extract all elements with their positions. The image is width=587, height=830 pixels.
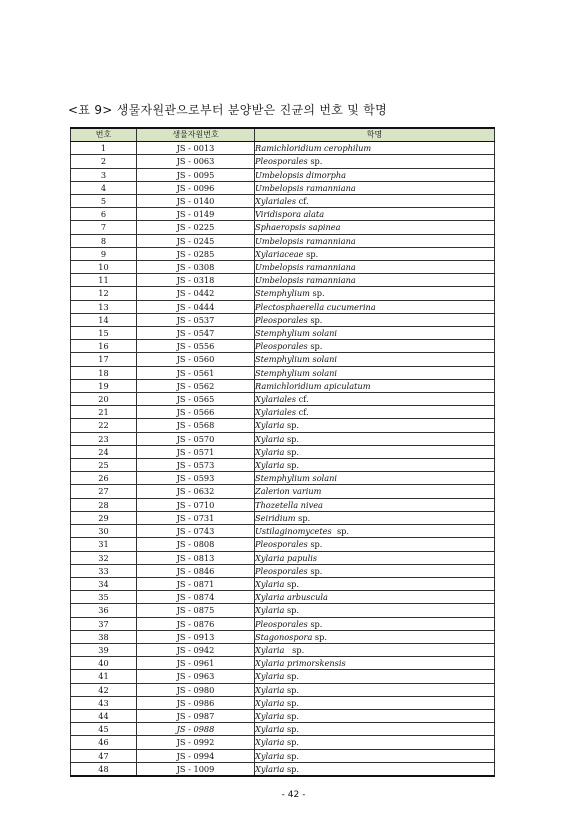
scientific-name-italic: Pleosporales xyxy=(255,341,308,352)
table-row xyxy=(71,195,495,208)
row-number: 44 xyxy=(71,709,137,722)
scientific-name-italic: Pleosporales xyxy=(255,156,308,167)
table-row xyxy=(71,181,495,194)
table-row xyxy=(71,234,495,247)
table-row xyxy=(71,696,495,709)
resource-code: JS - 0565 xyxy=(137,393,255,406)
scientific-name-italic: Xylaria xyxy=(255,605,285,616)
table-row xyxy=(71,749,495,762)
row-number: 15 xyxy=(71,327,137,340)
table-row xyxy=(71,670,495,683)
table-row xyxy=(71,261,495,274)
table-row xyxy=(71,406,495,419)
scientific-name-suffix: sp. xyxy=(307,618,323,629)
resource-code: JS - 0808 xyxy=(137,538,255,551)
scientific-name xyxy=(255,604,495,617)
row-number: 10 xyxy=(71,261,137,274)
scientific-name-italic: Xylaria xyxy=(255,710,285,721)
row-number: 1 xyxy=(71,142,137,155)
row-number: 33 xyxy=(71,564,137,577)
scientific-name xyxy=(255,168,495,181)
resource-code: JS - 0095 xyxy=(137,168,255,181)
resource-code: JS - 0442 xyxy=(137,287,255,300)
scientific-name-suffix: sp. xyxy=(307,565,323,576)
scientific-name-italic: Xylaria xyxy=(255,446,285,457)
row-number: 11 xyxy=(71,274,137,287)
scientific-name-suffix: sp. xyxy=(284,578,300,589)
scientific-name-suffix: sp. xyxy=(303,248,319,259)
resource-code: JS - 0225 xyxy=(137,221,255,234)
scientific-name-italic: Stemphylium solani xyxy=(255,367,338,378)
scientific-name-italic: Xylaria xyxy=(255,420,285,431)
scientific-name-suffix: sp. xyxy=(284,605,300,616)
row-number: 5 xyxy=(71,195,137,208)
resource-code: JS - 0961 xyxy=(137,657,255,670)
scientific-name-italic: Xylaria xyxy=(255,697,285,708)
scientific-name-italic: Pleosporales xyxy=(255,314,308,325)
resource-code: JS - 0987 xyxy=(137,709,255,722)
row-number: 19 xyxy=(71,379,137,392)
scientific-name-italic: Sphaeropsis sapinea xyxy=(255,222,341,233)
resource-code: JS - 0876 xyxy=(137,617,255,630)
table-row xyxy=(71,643,495,656)
scientific-name-italic: Xylaria xyxy=(255,644,285,655)
scientific-name-suffix: sp. xyxy=(284,750,300,761)
scientific-name xyxy=(255,379,495,392)
scientific-name xyxy=(255,155,495,168)
scientific-name xyxy=(255,617,495,630)
scientific-name-suffix: sp. xyxy=(307,156,323,167)
scientific-name xyxy=(255,287,495,300)
row-number: 35 xyxy=(71,591,137,604)
table-row xyxy=(71,630,495,643)
scientific-name-italic: Ramichloridium cerophilum xyxy=(255,143,372,154)
resource-code: JS - 0846 xyxy=(137,564,255,577)
table-row xyxy=(71,287,495,300)
table-body xyxy=(71,142,495,776)
resource-code: JS - 0245 xyxy=(137,234,255,247)
scientific-name-suffix: sp. xyxy=(312,631,327,642)
scientific-name-italic: Viridispora alata xyxy=(255,209,325,220)
scientific-name-italic: Plectosphaerella cucumerina xyxy=(255,301,376,312)
scientific-name xyxy=(255,221,495,234)
table-row xyxy=(71,340,495,353)
row-number: 12 xyxy=(71,287,137,300)
scientific-name-suffix: sp. xyxy=(331,526,349,537)
page-number: - 42 - xyxy=(281,790,306,800)
row-number: 9 xyxy=(71,247,137,260)
table-row xyxy=(71,762,495,776)
resource-code: JS - 0992 xyxy=(137,736,255,749)
resource-code: JS - 0871 xyxy=(137,577,255,590)
row-number: 30 xyxy=(71,525,137,538)
scientific-name-italic: Xylaria xyxy=(255,724,285,735)
table-row xyxy=(71,577,495,590)
resource-code: JS - 0632 xyxy=(137,485,255,498)
scientific-name xyxy=(255,432,495,445)
table-row xyxy=(71,472,495,485)
scientific-name xyxy=(255,472,495,485)
scientific-name-suffix: sp. xyxy=(307,341,323,352)
row-number: 34 xyxy=(71,577,137,590)
scientific-name xyxy=(255,723,495,736)
row-number: 29 xyxy=(71,511,137,524)
scientific-name xyxy=(255,142,495,155)
row-number: 3 xyxy=(71,168,137,181)
scientific-name xyxy=(255,643,495,656)
scientific-name xyxy=(255,208,495,221)
resource-code: JS - 0063 xyxy=(137,155,255,168)
row-number: 32 xyxy=(71,551,137,564)
resource-code: JS - 0537 xyxy=(137,313,255,326)
scientific-name-italic: Xylaria xyxy=(255,578,285,589)
table-row xyxy=(71,617,495,630)
scientific-name-italic: Pleosporales xyxy=(255,618,308,629)
row-number: 39 xyxy=(71,643,137,656)
scientific-name xyxy=(255,551,495,564)
scientific-name-italic: Stemphylium solani xyxy=(255,473,338,484)
scientific-name-suffix: sp. xyxy=(284,446,300,457)
scientific-name xyxy=(255,485,495,498)
table-row xyxy=(71,393,495,406)
resource-code: JS - 0556 xyxy=(137,340,255,353)
scientific-name-italic: Xylariales xyxy=(255,407,297,418)
scientific-name-suffix: sp. xyxy=(284,710,300,721)
scientific-name-italic: Xylaria xyxy=(255,671,285,682)
fungi-record-table xyxy=(70,127,495,777)
table-row xyxy=(71,591,495,604)
row-number: 17 xyxy=(71,353,137,366)
resource-code: JS - 0963 xyxy=(137,670,255,683)
scientific-name xyxy=(255,591,495,604)
scientific-name xyxy=(255,247,495,260)
row-number: 24 xyxy=(71,445,137,458)
scientific-name-italic: Stemphylium solani xyxy=(255,328,338,339)
scientific-name-italic: Umbelopsis dimorpha xyxy=(255,169,347,180)
scientific-name-italic: Xylaria primorskensis xyxy=(255,658,346,669)
resource-code: JS - 0913 xyxy=(137,630,255,643)
table-row xyxy=(71,366,495,379)
row-number: 31 xyxy=(71,538,137,551)
scientific-name-italic: Umbelopsis ramanniana xyxy=(255,262,356,273)
scientific-name xyxy=(255,564,495,577)
row-number: 40 xyxy=(71,657,137,670)
scientific-name xyxy=(255,366,495,379)
table-header xyxy=(71,128,495,142)
scientific-name-suffix: sp. xyxy=(284,763,300,774)
row-number: 6 xyxy=(71,208,137,221)
scientific-name-italic: Ustilaginomycetes xyxy=(255,526,332,537)
scientific-name-italic: Umbelopsis ramanniana xyxy=(255,275,356,286)
scientific-name xyxy=(255,181,495,194)
scientific-name xyxy=(255,657,495,670)
scientific-name xyxy=(255,406,495,419)
table-caption: <표 9> 생물자원관으로부터 분양받은 진균의 번호 및 학명 xyxy=(68,103,388,117)
scientific-name-suffix: sp. xyxy=(307,314,323,325)
row-number: 8 xyxy=(71,234,137,247)
row-number: 25 xyxy=(71,459,137,472)
scientific-name-italic: Xylariaceae xyxy=(255,248,304,259)
scientific-name xyxy=(255,195,495,208)
scientific-name-italic: Xylaria arbuscula xyxy=(255,592,328,603)
scientific-name xyxy=(255,393,495,406)
scientific-name-italic: Stagonospora xyxy=(255,631,313,642)
row-number: 21 xyxy=(71,406,137,419)
table-row xyxy=(71,525,495,538)
scientific-name xyxy=(255,353,495,366)
scientific-name-italic: Umbelopsis ramanniana xyxy=(255,235,356,246)
resource-code: JS - 0570 xyxy=(137,432,255,445)
table-row xyxy=(71,353,495,366)
row-number: 48 xyxy=(71,762,137,776)
scientific-name xyxy=(255,696,495,709)
resource-code: JS - 0710 xyxy=(137,498,255,511)
table-row xyxy=(71,432,495,445)
table-row xyxy=(71,313,495,326)
scientific-name-suffix: sp. xyxy=(284,671,300,682)
scientific-name-italic: Xylaria xyxy=(255,737,285,748)
resource-code: JS - 0566 xyxy=(137,406,255,419)
row-number: 28 xyxy=(71,498,137,511)
scientific-name-italic: Seiridium xyxy=(255,512,296,523)
resource-code: JS - 0308 xyxy=(137,261,255,274)
table-row xyxy=(71,683,495,696)
scientific-name-suffix: sp. xyxy=(284,724,300,735)
table-row xyxy=(71,274,495,287)
resource-code: JS - 0593 xyxy=(137,472,255,485)
scientific-name xyxy=(255,313,495,326)
resource-code: JS - 0444 xyxy=(137,300,255,313)
table-row xyxy=(71,327,495,340)
row-number: 14 xyxy=(71,313,137,326)
scientific-name xyxy=(255,525,495,538)
table-row xyxy=(71,300,495,313)
resource-code: JS - 0573 xyxy=(137,459,255,472)
resource-code: JS - 0096 xyxy=(137,181,255,194)
resource-code: JS - 0994 xyxy=(137,749,255,762)
resource-code: JS - 0149 xyxy=(137,208,255,221)
row-number: 4 xyxy=(71,181,137,194)
scientific-name-suffix: cf. xyxy=(296,196,309,207)
scientific-name-suffix: sp. xyxy=(307,539,323,550)
scientific-name xyxy=(255,445,495,458)
row-number: 18 xyxy=(71,366,137,379)
resource-code: JS - 0875 xyxy=(137,604,255,617)
table-row xyxy=(71,709,495,722)
scientific-name xyxy=(255,419,495,432)
scientific-name xyxy=(255,327,495,340)
scientific-name-suffix: sp. xyxy=(284,460,300,471)
scientific-name-italic: Xylaria xyxy=(255,750,285,761)
resource-code: JS - 0561 xyxy=(137,366,255,379)
table-row xyxy=(71,498,495,511)
table-row xyxy=(71,208,495,221)
row-number: 7 xyxy=(71,221,137,234)
resource-code: JS - 0568 xyxy=(137,419,255,432)
scientific-name-suffix: sp. xyxy=(284,420,300,431)
resource-code: JS - 0285 xyxy=(137,247,255,260)
table-row xyxy=(71,564,495,577)
table-row xyxy=(71,142,495,155)
scientific-name xyxy=(255,736,495,749)
resource-code: JS - 0980 xyxy=(137,683,255,696)
header-row xyxy=(71,128,495,142)
scientific-name xyxy=(255,577,495,590)
table-row xyxy=(71,168,495,181)
row-number: 41 xyxy=(71,670,137,683)
resource-code: JS - 1009 xyxy=(137,762,255,776)
scientific-name-italic: Stemphylium xyxy=(255,288,310,299)
scientific-name-suffix: cf. xyxy=(296,394,309,405)
table-row xyxy=(71,221,495,234)
row-number: 20 xyxy=(71,393,137,406)
row-number: 45 xyxy=(71,723,137,736)
resource-code: JS - 0013 xyxy=(137,142,255,155)
scientific-name-italic: Xylaria xyxy=(255,460,285,471)
scientific-name xyxy=(255,340,495,353)
row-number: 2 xyxy=(71,155,137,168)
resource-code: JS - 0318 xyxy=(137,274,255,287)
scientific-name-suffix: sp. xyxy=(284,684,300,695)
table-row xyxy=(71,511,495,524)
table-row xyxy=(71,155,495,168)
scientific-name xyxy=(255,630,495,643)
header-scientific-name: 학명 xyxy=(255,128,495,142)
table-row xyxy=(71,419,495,432)
row-number: 27 xyxy=(71,485,137,498)
scientific-name-italic: Xylaria xyxy=(255,433,285,444)
table-row xyxy=(71,379,495,392)
table-row xyxy=(71,247,495,260)
scientific-name-suffix: sp. xyxy=(309,288,325,299)
scientific-name-italic: Pleosporales xyxy=(255,539,308,550)
scientific-name-suffix: sp. xyxy=(284,433,300,444)
scientific-name-suffix: cf. xyxy=(296,407,309,418)
row-number: 23 xyxy=(71,432,137,445)
scientific-name-italic: Xylaria xyxy=(255,763,285,774)
scientific-name xyxy=(255,749,495,762)
resource-code: JS - 0874 xyxy=(137,591,255,604)
resource-code: JS - 0560 xyxy=(137,353,255,366)
scientific-name-italic: Xylariales xyxy=(255,196,297,207)
scientific-name-italic: Xylaria papulis xyxy=(255,552,318,563)
table-row xyxy=(71,736,495,749)
scientific-name xyxy=(255,670,495,683)
scientific-name xyxy=(255,538,495,551)
table-row xyxy=(71,459,495,472)
row-number: 46 xyxy=(71,736,137,749)
resource-code: JS - 0140 xyxy=(137,195,255,208)
header-resource-code: 생물자원번호 xyxy=(137,128,255,142)
row-number: 22 xyxy=(71,419,137,432)
row-number: 43 xyxy=(71,696,137,709)
scientific-name-italic: Zalerion varium xyxy=(255,486,322,497)
scientific-name xyxy=(255,511,495,524)
resource-code: JS - 0942 xyxy=(137,643,255,656)
resource-code: JS - 0986 xyxy=(137,696,255,709)
table-row xyxy=(71,445,495,458)
row-number: 37 xyxy=(71,617,137,630)
resource-code: JS - 0813 xyxy=(137,551,255,564)
resource-code: JS - 0743 xyxy=(137,525,255,538)
row-number: 26 xyxy=(71,472,137,485)
scientific-name xyxy=(255,762,495,776)
scientific-name-suffix: sp. xyxy=(284,697,300,708)
row-number: 13 xyxy=(71,300,137,313)
row-number: 47 xyxy=(71,749,137,762)
scientific-name xyxy=(255,709,495,722)
scientific-name xyxy=(255,274,495,287)
table-row xyxy=(71,551,495,564)
resource-code: JS - 0562 xyxy=(137,379,255,392)
resource-code: JS - 0731 xyxy=(137,511,255,524)
row-number: 38 xyxy=(71,630,137,643)
table-row xyxy=(71,604,495,617)
scientific-name xyxy=(255,300,495,313)
header-number: 번호 xyxy=(71,128,137,142)
scientific-name-suffix: sp. xyxy=(284,644,305,655)
scientific-name xyxy=(255,459,495,472)
resource-code: JS - 0571 xyxy=(137,445,255,458)
scientific-name-italic: Thozetella nivea xyxy=(255,499,323,510)
scientific-name-italic: Xylaria xyxy=(255,684,285,695)
table-row xyxy=(71,538,495,551)
table-row xyxy=(71,485,495,498)
scientific-name xyxy=(255,261,495,274)
scientific-name-italic: Pleosporales xyxy=(255,565,308,576)
table-row xyxy=(71,723,495,736)
scientific-name-italic: Xylariales xyxy=(255,394,297,405)
scientific-name-suffix: sp. xyxy=(284,737,300,748)
scientific-name xyxy=(255,498,495,511)
scientific-name xyxy=(255,683,495,696)
table-row xyxy=(71,657,495,670)
scientific-name-italic: Ramichloridium apiculatum xyxy=(255,380,371,391)
row-number: 42 xyxy=(71,683,137,696)
resource-code: JS - 0988 xyxy=(137,723,255,736)
scientific-name-italic: Stemphylium solani xyxy=(255,354,338,365)
resource-code: JS - 0547 xyxy=(137,327,255,340)
scientific-name-suffix: sp. xyxy=(295,512,311,523)
row-number: 36 xyxy=(71,604,137,617)
scientific-name-italic: Umbelopsis ramanniana xyxy=(255,182,356,193)
scientific-name xyxy=(255,234,495,247)
row-number: 16 xyxy=(71,340,137,353)
